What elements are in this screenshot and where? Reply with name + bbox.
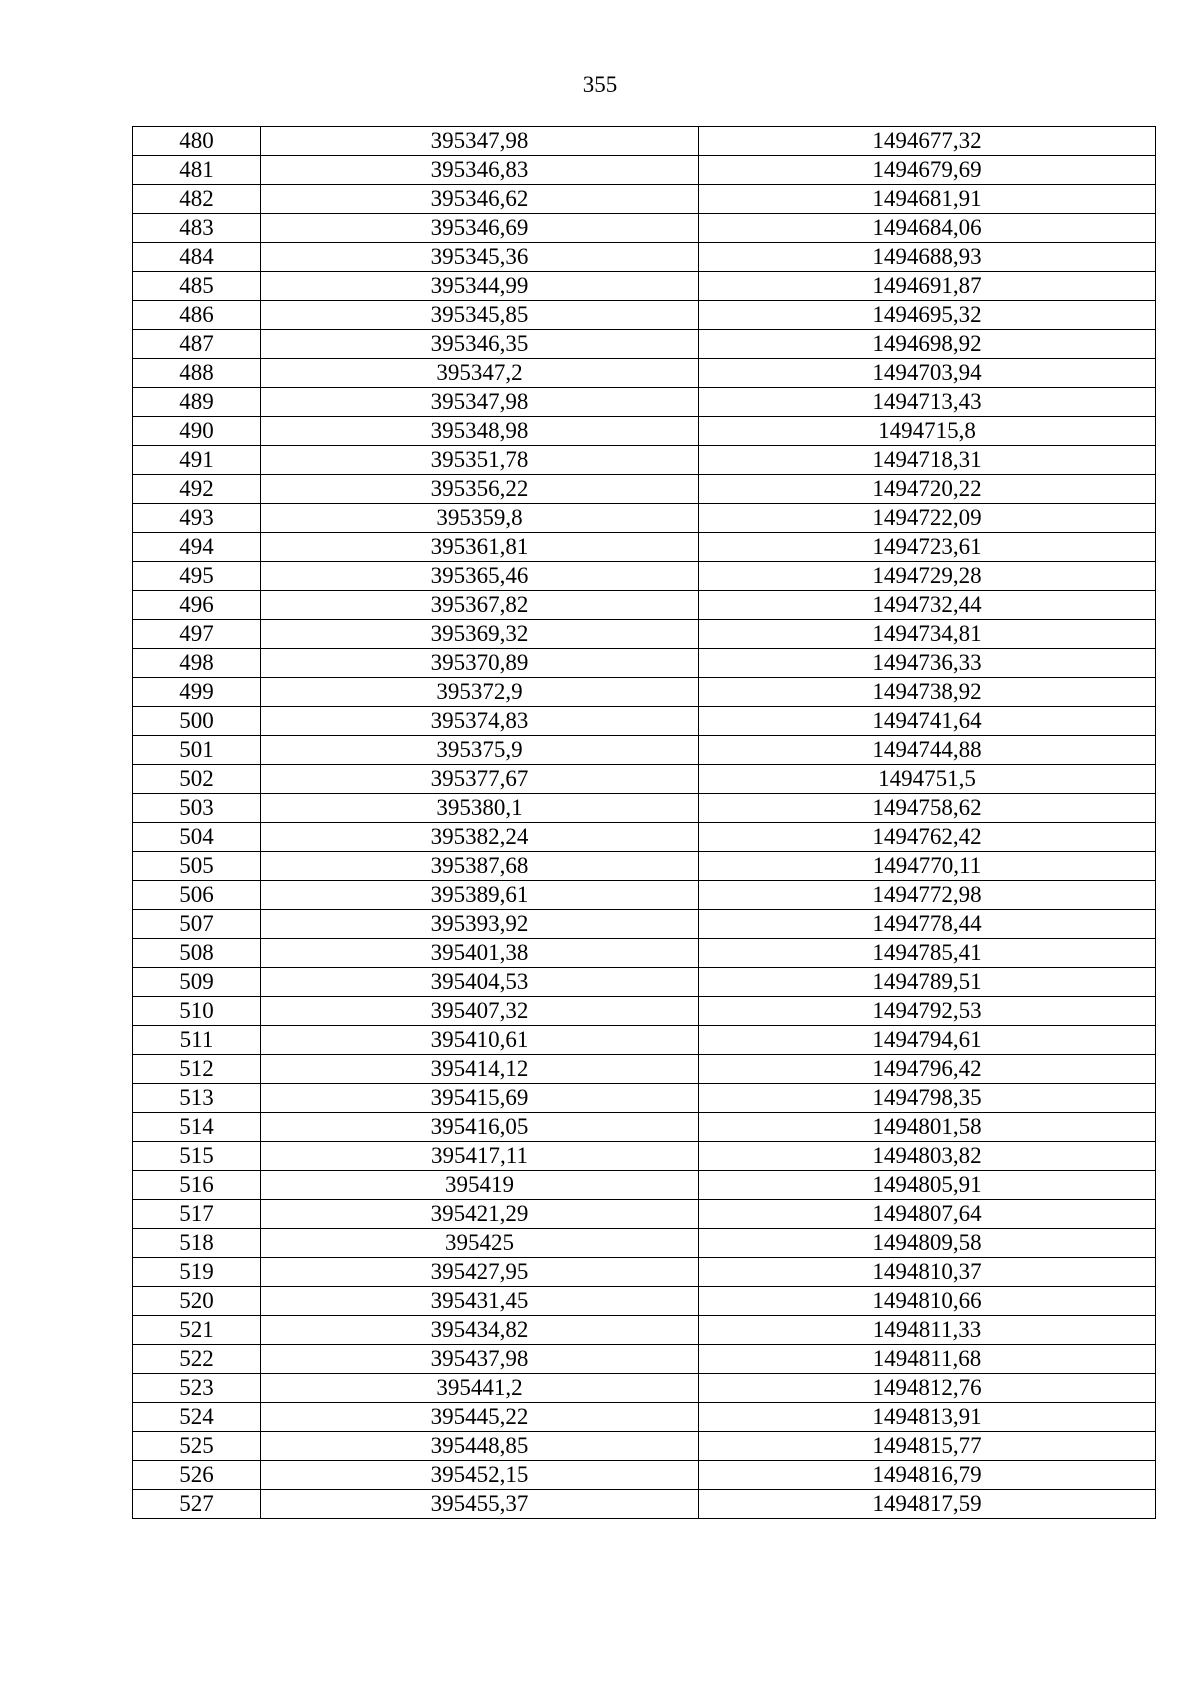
x-coordinate-cell: 395419	[261, 1171, 699, 1200]
table-row	[133, 939, 1156, 968]
table-row	[133, 156, 1156, 185]
point-number-cell: 508	[133, 939, 261, 968]
y-coordinate-cell: 1494681,91	[699, 185, 1156, 214]
table-row	[133, 504, 1156, 533]
x-coordinate-cell: 395365,46	[261, 562, 699, 591]
point-number-cell: 480	[133, 127, 261, 156]
y-coordinate-cell: 1494703,94	[699, 359, 1156, 388]
point-number-cell: 500	[133, 707, 261, 736]
y-coordinate-cell: 1494809,58	[699, 1229, 1156, 1258]
table-row	[133, 1200, 1156, 1229]
page-number: 355	[582, 72, 618, 97]
y-coordinate-cell: 1494679,69	[699, 156, 1156, 185]
point-number-cell: 517	[133, 1200, 261, 1229]
y-coordinate-cell: 1494811,33	[699, 1316, 1156, 1345]
point-number-cell: 491	[133, 446, 261, 475]
table-row	[133, 1345, 1156, 1374]
table-row	[133, 1490, 1156, 1519]
point-number-cell: 523	[133, 1374, 261, 1403]
x-coordinate-cell: 395448,85	[261, 1432, 699, 1461]
point-number-cell: 507	[133, 910, 261, 939]
point-number-cell: 506	[133, 881, 261, 910]
y-coordinate-cell: 1494789,51	[699, 968, 1156, 997]
x-coordinate-cell: 395410,61	[261, 1026, 699, 1055]
x-coordinate-cell: 395359,8	[261, 504, 699, 533]
x-coordinate-cell: 395414,12	[261, 1055, 699, 1084]
y-coordinate-cell: 1494677,32	[699, 127, 1156, 156]
table-row	[133, 910, 1156, 939]
x-coordinate-cell: 395346,62	[261, 185, 699, 214]
point-number-cell: 484	[133, 243, 261, 272]
x-coordinate-cell: 395380,1	[261, 794, 699, 823]
table-row	[133, 591, 1156, 620]
table-row	[133, 1258, 1156, 1287]
point-number-cell: 518	[133, 1229, 261, 1258]
table-row	[133, 475, 1156, 504]
x-coordinate-cell: 395387,68	[261, 852, 699, 881]
x-coordinate-cell: 395437,98	[261, 1345, 699, 1374]
point-number-cell: 490	[133, 417, 261, 446]
point-number-cell: 503	[133, 794, 261, 823]
table-row	[133, 881, 1156, 910]
table-row	[133, 359, 1156, 388]
point-number-cell: 499	[133, 678, 261, 707]
x-coordinate-cell: 395344,99	[261, 272, 699, 301]
point-number-cell: 483	[133, 214, 261, 243]
point-number-cell: 481	[133, 156, 261, 185]
y-coordinate-cell: 1494811,68	[699, 1345, 1156, 1374]
table-row	[133, 562, 1156, 591]
table-row	[133, 185, 1156, 214]
x-coordinate-cell: 395375,9	[261, 736, 699, 765]
point-number-cell: 521	[133, 1316, 261, 1345]
y-coordinate-cell: 1494691,87	[699, 272, 1156, 301]
table-row	[133, 1084, 1156, 1113]
table-row	[133, 243, 1156, 272]
table-row	[133, 301, 1156, 330]
x-coordinate-cell: 395347,98	[261, 127, 699, 156]
point-number-cell: 520	[133, 1287, 261, 1316]
coordinates-table	[132, 126, 1156, 1519]
x-coordinate-cell: 395347,2	[261, 359, 699, 388]
point-number-cell: 489	[133, 388, 261, 417]
x-coordinate-cell: 395441,2	[261, 1374, 699, 1403]
x-coordinate-cell: 395404,53	[261, 968, 699, 997]
y-coordinate-cell: 1494770,11	[699, 852, 1156, 881]
x-coordinate-cell: 395401,38	[261, 939, 699, 968]
point-number-cell: 497	[133, 620, 261, 649]
x-coordinate-cell: 395421,29	[261, 1200, 699, 1229]
y-coordinate-cell: 1494734,81	[699, 620, 1156, 649]
x-coordinate-cell: 395356,22	[261, 475, 699, 504]
x-coordinate-cell: 395345,36	[261, 243, 699, 272]
y-coordinate-cell: 1494801,58	[699, 1113, 1156, 1142]
y-coordinate-cell: 1494738,92	[699, 678, 1156, 707]
table-row	[133, 1374, 1156, 1403]
y-coordinate-cell: 1494695,32	[699, 301, 1156, 330]
y-coordinate-cell: 1494684,06	[699, 214, 1156, 243]
y-coordinate-cell: 1494718,31	[699, 446, 1156, 475]
y-coordinate-cell: 1494778,44	[699, 910, 1156, 939]
point-number-cell: 509	[133, 968, 261, 997]
x-coordinate-cell: 395427,95	[261, 1258, 699, 1287]
point-number-cell: 495	[133, 562, 261, 591]
y-coordinate-cell: 1494723,61	[699, 533, 1156, 562]
y-coordinate-cell: 1494816,79	[699, 1461, 1156, 1490]
point-number-cell: 504	[133, 823, 261, 852]
point-number-cell: 485	[133, 272, 261, 301]
point-number-cell: 512	[133, 1055, 261, 1084]
point-number-cell: 488	[133, 359, 261, 388]
table-row	[133, 1287, 1156, 1316]
point-number-cell: 515	[133, 1142, 261, 1171]
table-row	[133, 765, 1156, 794]
table-row	[133, 794, 1156, 823]
y-coordinate-cell: 1494792,53	[699, 997, 1156, 1026]
y-coordinate-cell: 1494812,76	[699, 1374, 1156, 1403]
table-row	[133, 330, 1156, 359]
coordinates-table-body	[133, 127, 1156, 1519]
x-coordinate-cell: 395346,35	[261, 330, 699, 359]
point-number-cell: 519	[133, 1258, 261, 1287]
x-coordinate-cell: 395434,82	[261, 1316, 699, 1345]
y-coordinate-cell: 1494810,66	[699, 1287, 1156, 1316]
x-coordinate-cell: 395389,61	[261, 881, 699, 910]
y-coordinate-cell: 1494798,35	[699, 1084, 1156, 1113]
table-row	[133, 388, 1156, 417]
table-row	[133, 823, 1156, 852]
y-coordinate-cell: 1494772,98	[699, 881, 1156, 910]
table-row	[133, 127, 1156, 156]
y-coordinate-cell: 1494720,22	[699, 475, 1156, 504]
x-coordinate-cell: 395382,24	[261, 823, 699, 852]
point-number-cell: 522	[133, 1345, 261, 1374]
x-coordinate-cell: 395361,81	[261, 533, 699, 562]
table-row	[133, 214, 1156, 243]
table-row	[133, 649, 1156, 678]
x-coordinate-cell: 395369,32	[261, 620, 699, 649]
y-coordinate-cell: 1494715,8	[699, 417, 1156, 446]
point-number-cell: 513	[133, 1084, 261, 1113]
point-number-cell: 502	[133, 765, 261, 794]
y-coordinate-cell: 1494713,43	[699, 388, 1156, 417]
x-coordinate-cell: 395367,82	[261, 591, 699, 620]
y-coordinate-cell: 1494807,64	[699, 1200, 1156, 1229]
point-number-cell: 510	[133, 997, 261, 1026]
y-coordinate-cell: 1494758,62	[699, 794, 1156, 823]
x-coordinate-cell: 395452,15	[261, 1461, 699, 1490]
x-coordinate-cell: 395417,11	[261, 1142, 699, 1171]
y-coordinate-cell: 1494762,42	[699, 823, 1156, 852]
y-coordinate-cell: 1494722,09	[699, 504, 1156, 533]
point-number-cell: 493	[133, 504, 261, 533]
point-number-cell: 496	[133, 591, 261, 620]
table-row	[133, 1403, 1156, 1432]
x-coordinate-cell: 395416,05	[261, 1113, 699, 1142]
point-number-cell: 482	[133, 185, 261, 214]
y-coordinate-cell: 1494815,77	[699, 1432, 1156, 1461]
x-coordinate-cell: 395345,85	[261, 301, 699, 330]
point-number-cell: 526	[133, 1461, 261, 1490]
x-coordinate-cell: 395425	[261, 1229, 699, 1258]
y-coordinate-cell: 1494688,93	[699, 243, 1156, 272]
point-number-cell: 501	[133, 736, 261, 765]
table-row	[133, 533, 1156, 562]
table-row	[133, 997, 1156, 1026]
x-coordinate-cell: 395346,83	[261, 156, 699, 185]
y-coordinate-cell: 1494803,82	[699, 1142, 1156, 1171]
table-row	[133, 1113, 1156, 1142]
y-coordinate-cell: 1494751,5	[699, 765, 1156, 794]
x-coordinate-cell: 395348,98	[261, 417, 699, 446]
y-coordinate-cell: 1494794,61	[699, 1026, 1156, 1055]
x-coordinate-cell: 395374,83	[261, 707, 699, 736]
point-number-cell: 487	[133, 330, 261, 359]
x-coordinate-cell: 395431,45	[261, 1287, 699, 1316]
table-row	[133, 736, 1156, 765]
x-coordinate-cell: 395351,78	[261, 446, 699, 475]
x-coordinate-cell: 395455,37	[261, 1490, 699, 1519]
y-coordinate-cell: 1494744,88	[699, 736, 1156, 765]
y-coordinate-cell: 1494698,92	[699, 330, 1156, 359]
point-number-cell: 505	[133, 852, 261, 881]
table-row	[133, 1026, 1156, 1055]
y-coordinate-cell: 1494732,44	[699, 591, 1156, 620]
x-coordinate-cell: 395370,89	[261, 649, 699, 678]
point-number-cell: 486	[133, 301, 261, 330]
point-number-cell: 514	[133, 1113, 261, 1142]
y-coordinate-cell: 1494729,28	[699, 562, 1156, 591]
table-row	[133, 678, 1156, 707]
table-row	[133, 1171, 1156, 1200]
y-coordinate-cell: 1494736,33	[699, 649, 1156, 678]
table-row	[133, 1142, 1156, 1171]
point-number-cell: 492	[133, 475, 261, 504]
x-coordinate-cell: 395445,22	[261, 1403, 699, 1432]
point-number-cell: 494	[133, 533, 261, 562]
y-coordinate-cell: 1494741,64	[699, 707, 1156, 736]
table-row	[133, 1432, 1156, 1461]
table-row	[133, 417, 1156, 446]
table-row	[133, 446, 1156, 475]
y-coordinate-cell: 1494785,41	[699, 939, 1156, 968]
table-row	[133, 1316, 1156, 1345]
y-coordinate-cell: 1494810,37	[699, 1258, 1156, 1287]
point-number-cell: 498	[133, 649, 261, 678]
table-row	[133, 272, 1156, 301]
table-row	[133, 852, 1156, 881]
x-coordinate-cell: 395347,98	[261, 388, 699, 417]
point-number-cell: 516	[133, 1171, 261, 1200]
y-coordinate-cell: 1494805,91	[699, 1171, 1156, 1200]
x-coordinate-cell: 395393,92	[261, 910, 699, 939]
y-coordinate-cell: 1494813,91	[699, 1403, 1156, 1432]
x-coordinate-cell: 395377,67	[261, 765, 699, 794]
y-coordinate-cell: 1494796,42	[699, 1055, 1156, 1084]
table-row	[133, 1229, 1156, 1258]
table-row	[133, 620, 1156, 649]
table-row	[133, 1055, 1156, 1084]
point-number-cell: 511	[133, 1026, 261, 1055]
table-row	[133, 968, 1156, 997]
x-coordinate-cell: 395407,32	[261, 997, 699, 1026]
x-coordinate-cell: 395372,9	[261, 678, 699, 707]
table-row	[133, 1461, 1156, 1490]
table-row	[133, 707, 1156, 736]
y-coordinate-cell: 1494817,59	[699, 1490, 1156, 1519]
x-coordinate-cell: 395415,69	[261, 1084, 699, 1113]
point-number-cell: 525	[133, 1432, 261, 1461]
point-number-cell: 527	[133, 1490, 261, 1519]
x-coordinate-cell: 395346,69	[261, 214, 699, 243]
point-number-cell: 524	[133, 1403, 261, 1432]
